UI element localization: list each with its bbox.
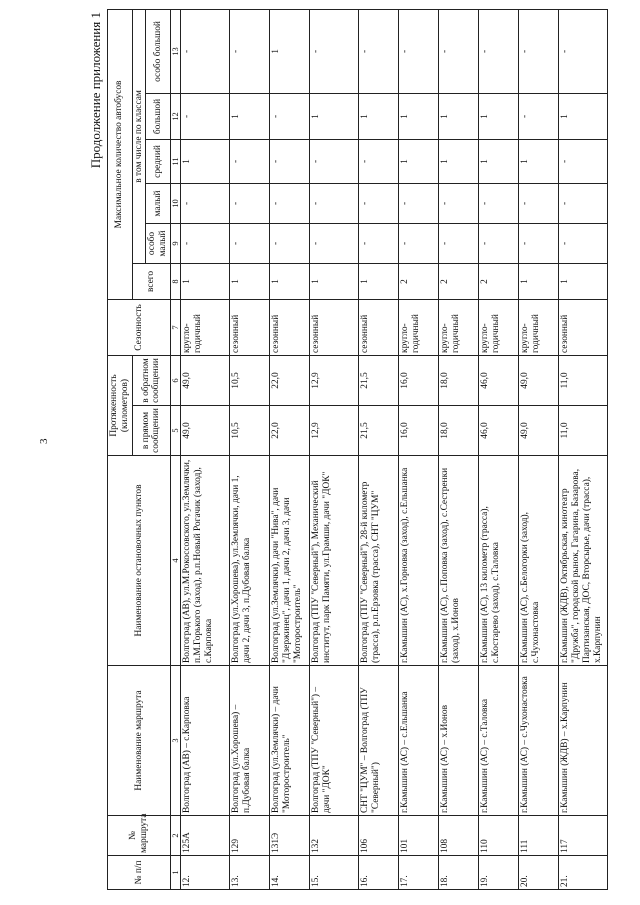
header-large: большой — [146, 93, 171, 139]
length-backward: 49,0 — [519, 355, 559, 405]
table-row — [270, 9, 310, 889]
route-number: 129 — [230, 816, 270, 856]
header-stops: Наименование остановочных пунктов — [108, 456, 171, 666]
row-num: 21. — [559, 856, 608, 890]
row-num: 14. — [270, 856, 310, 890]
buses-medium: 1 — [479, 139, 519, 183]
buses-extra-small: - — [519, 223, 559, 263]
buses-large: 1 — [479, 93, 519, 139]
length-forward: 11,0 — [559, 406, 608, 456]
buses-medium: - — [359, 139, 399, 183]
header-total: всего — [132, 263, 170, 299]
buses-large: 1 — [310, 93, 359, 139]
col-number: 9 — [171, 223, 181, 263]
buses-total: 1 — [230, 263, 270, 299]
buses-extra-large: 1 — [270, 9, 310, 93]
buses-extra-large: - — [479, 9, 519, 93]
col-number: 2 — [171, 816, 181, 856]
buses-medium: 1 — [181, 139, 230, 183]
buses-extra-small: - — [181, 223, 230, 263]
buses-extra-small: - — [270, 223, 310, 263]
buses-total: 2 — [439, 263, 479, 299]
buses-large: 1 — [230, 93, 270, 139]
length-backward: 16,0 — [399, 355, 439, 405]
length-backward: 10,5 — [230, 355, 270, 405]
table-row — [359, 9, 399, 889]
route-stops: г.Камышин (АС), х.Горновка (заход), с.Ельшанка — [399, 456, 439, 666]
table-body — [181, 9, 608, 889]
buses-large: - — [519, 93, 559, 139]
buses-extra-large: - — [439, 9, 479, 93]
route-number: 101 — [399, 816, 439, 856]
col-number: 12 — [171, 93, 181, 139]
header-route-name: Наименование маршрута — [108, 666, 171, 816]
length-forward: 18,0 — [439, 406, 479, 456]
col-number: 11 — [171, 139, 181, 183]
length-forward: 49,0 — [181, 406, 230, 456]
header-forward: в прямом сообщении — [132, 406, 170, 456]
route-stops: г.Камышин (АС), с.Поповка (заход), с.Сестренки (заход), х.Ионов — [439, 456, 479, 666]
buses-small: - — [559, 183, 608, 223]
row-num: 13. — [230, 856, 270, 890]
buses-small: - — [310, 183, 359, 223]
length-forward: 22,0 — [270, 406, 310, 456]
buses-small: - — [439, 183, 479, 223]
col-number: 5 — [171, 406, 181, 456]
buses-extra-small: - — [479, 223, 519, 263]
length-forward: 16,0 — [399, 406, 439, 456]
buses-total: 1 — [181, 263, 230, 299]
header-num: № п/п — [108, 856, 171, 890]
route-number: 125А — [181, 816, 230, 856]
col-number: 4 — [171, 456, 181, 666]
appendix-caption: Продолжение приложения 1 — [88, 12, 103, 169]
length-forward: 46,0 — [479, 406, 519, 456]
table-row — [399, 9, 439, 889]
route-name: Волгоград (ул.Землячки) – дачи "Моторостроитель" — [270, 666, 310, 816]
row-num: 16. — [359, 856, 399, 890]
row-num: 19. — [479, 856, 519, 890]
buses-extra-large: - — [230, 9, 270, 93]
column-number-row — [171, 9, 181, 889]
buses-extra-small: - — [399, 223, 439, 263]
buses-small: - — [399, 183, 439, 223]
buses-medium: - — [559, 139, 608, 183]
length-backward: 46,0 — [479, 355, 519, 405]
buses-large: 1 — [399, 93, 439, 139]
buses-medium: 1 — [519, 139, 559, 183]
buses-small: - — [479, 183, 519, 223]
route-number: 132 — [310, 816, 359, 856]
route-stops: г.Камышин (ЖДВ), Октябрьская, кинотеатр "Дружба", городской рынок, Гагарина, Базарова, Партизанская, ДОС, Вторсырье, дачи (трасса), х.Карпунин — [559, 456, 608, 666]
buses-medium: - — [310, 139, 359, 183]
seasonality: сезонный — [559, 299, 608, 355]
buses-extra-small: - — [359, 223, 399, 263]
route-name: г.Камышин (АС) – с.Ельшанка — [399, 666, 439, 816]
length-backward: 21,5 — [359, 355, 399, 405]
table-row — [519, 9, 559, 889]
buses-small: - — [230, 183, 270, 223]
buses-extra-large: - — [181, 9, 230, 93]
header-route-num: № маршрута — [108, 816, 171, 856]
table-row — [310, 9, 359, 889]
table-row — [479, 9, 519, 889]
header-backward: в обратном сообщении — [132, 355, 170, 405]
length-backward: 11,0 — [559, 355, 608, 405]
route-stops: Волгоград (ТПУ "Северный"), 28-й километр (трасса), р.п.Ерзовка (трасса), СНТ "ЦУМ" — [359, 456, 399, 666]
seasonality: сезонный — [310, 299, 359, 355]
route-stops: Волгоград (ул.Хорошева), ул.Землячки, дачи 1, дачи 2, дачи 3, п.Дубовая балка — [230, 456, 270, 666]
route-number: 108 — [439, 816, 479, 856]
row-num: 15. — [310, 856, 359, 890]
col-number: 7 — [171, 299, 181, 355]
buses-small: - — [519, 183, 559, 223]
buses-small: - — [359, 183, 399, 223]
seasonality: кругло-годичный — [519, 299, 559, 355]
page-number: 3 — [38, 438, 50, 444]
route-name: г.Камышин (ЖДВ) – х.Карпунин — [559, 666, 608, 816]
buses-medium: - — [270, 139, 310, 183]
header-length: Протяженность (километров) — [108, 355, 133, 455]
header-extra-large: особо большой — [146, 9, 171, 93]
rotated-page — [85, 10, 625, 890]
route-number: 106 — [359, 816, 399, 856]
buses-extra-large: - — [559, 9, 608, 93]
length-backward: 49,0 — [181, 355, 230, 405]
buses-extra-large: - — [399, 9, 439, 93]
route-name: г.Камышин (АС) – с.Чухонастовка — [519, 666, 559, 816]
buses-total: 2 — [479, 263, 519, 299]
route-stops: Волгоград (ул.Землячки), дачи "Нива", дачи "Дзержинец", дачи 1, дачи 2, дачи 3, дачи "Моторостроитель" — [270, 456, 310, 666]
route-number: 110 — [479, 816, 519, 856]
seasonality: сезонный — [230, 299, 270, 355]
row-num: 20. — [519, 856, 559, 890]
routes-table — [107, 9, 608, 890]
buses-extra-small: - — [439, 223, 479, 263]
table-row — [439, 9, 479, 889]
route-name: г.Камышин (АС) – с.Таловка — [479, 666, 519, 816]
buses-total: 1 — [519, 263, 559, 299]
buses-extra-small: - — [310, 223, 359, 263]
route-name: Волгоград (ТПУ "Северный") – дачи "ДОК" — [310, 666, 359, 816]
buses-total: 2 — [399, 263, 439, 299]
route-stops: г.Камышин (АС), 13 километр (трасса), с.Костарево (заход), с.Таловка — [479, 456, 519, 666]
buses-total: 1 — [310, 263, 359, 299]
length-forward: 49,0 — [519, 406, 559, 456]
header-season: Сезонность — [108, 299, 171, 355]
col-number: 10 — [171, 183, 181, 223]
length-backward: 18,0 — [439, 355, 479, 405]
route-stops: г.Камышин (АС), с.Белогорки (заход), с.Чухонастовка — [519, 456, 559, 666]
buses-small: - — [181, 183, 230, 223]
buses-large: 1 — [439, 93, 479, 139]
buses-extra-small: - — [230, 223, 270, 263]
length-backward: 12,9 — [310, 355, 359, 405]
row-num: 17. — [399, 856, 439, 890]
length-forward: 10,5 — [230, 406, 270, 456]
buses-total: 1 — [559, 263, 608, 299]
route-number: 131Э — [270, 816, 310, 856]
route-stops: Волгоград (АВ), ул.М.Рокоссовского, ул.Землячки, п.М.Горького (заход), р.п.Новый Рогачик (заход), с.Карповка — [181, 456, 230, 666]
length-backward: 22,0 — [270, 355, 310, 405]
buses-large: 1 — [559, 93, 608, 139]
col-number: 6 — [171, 355, 181, 405]
route-name: СНТ "ЦУМ" – Волгоград (ТПУ "Северный") — [359, 666, 399, 816]
buses-medium: 1 — [399, 139, 439, 183]
buses-total: 1 — [359, 263, 399, 299]
row-num: 18. — [439, 856, 479, 890]
seasonality: кругло-годичный — [479, 299, 519, 355]
row-num: 12. — [181, 856, 230, 890]
buses-extra-large: - — [310, 9, 359, 93]
header-small: малый — [146, 183, 171, 223]
seasonality: кругло-годичный — [181, 299, 230, 355]
buses-extra-large: - — [519, 9, 559, 93]
buses-medium: - — [230, 139, 270, 183]
route-name: Волгоград (АВ) – с.Карповка — [181, 666, 230, 816]
seasonality: кругло-годичный — [399, 299, 439, 355]
table-row — [559, 9, 608, 889]
seasonality: кругло-годичный — [439, 299, 479, 355]
table-row — [181, 9, 230, 889]
table-row — [230, 9, 270, 889]
buses-small: - — [270, 183, 310, 223]
col-number: 3 — [171, 666, 181, 816]
length-forward: 12,9 — [310, 406, 359, 456]
buses-large: - — [181, 93, 230, 139]
buses-extra-small: - — [559, 223, 608, 263]
header-max-buses: Максимальное количество автобусов — [108, 9, 133, 299]
col-number: 1 — [171, 856, 181, 890]
length-forward: 21,5 — [359, 406, 399, 456]
route-name: Волгоград (ул.Хорошева) – п.Дубовая балка — [230, 666, 270, 816]
header-medium: средний — [146, 139, 171, 183]
buses-total: 1 — [270, 263, 310, 299]
route-number: 117 — [559, 816, 608, 856]
seasonality: сезонный — [270, 299, 310, 355]
route-number: 111 — [519, 816, 559, 856]
col-number: 8 — [171, 263, 181, 299]
col-number: 13 — [171, 9, 181, 93]
header-extra-small: особо малый — [146, 223, 171, 263]
header-by-class: в том числе по классам — [132, 9, 146, 263]
buses-extra-large: - — [359, 9, 399, 93]
seasonality: сезонный — [359, 299, 399, 355]
buses-large: 1 — [359, 93, 399, 139]
buses-large: - — [270, 93, 310, 139]
route-stops: Волгоград (ТПУ "Северный"), Механический институт, парк Памяти, ул.Грамши, дачи "ДОК" — [310, 456, 359, 666]
buses-medium: 1 — [439, 139, 479, 183]
route-name: г.Камышин (АС) – х.Ионов — [439, 666, 479, 816]
